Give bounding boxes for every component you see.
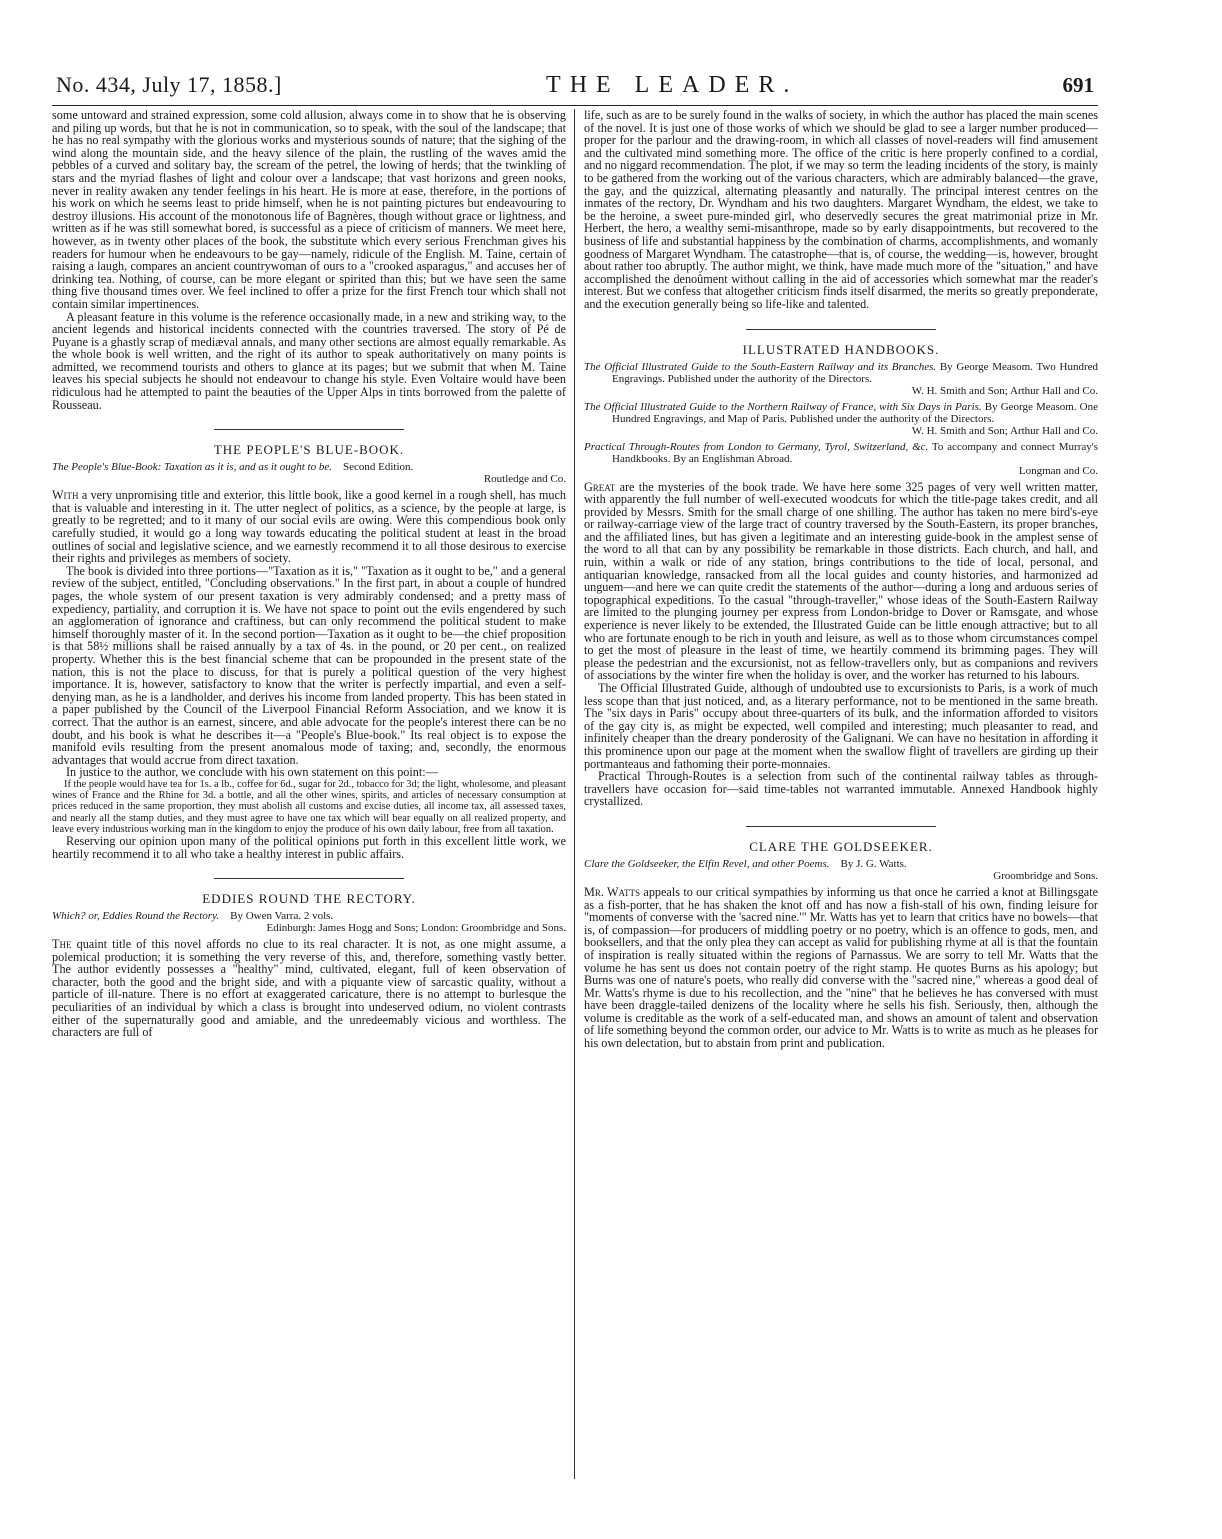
review-paragraph xyxy=(52,489,566,565)
book-author: By Owen Varra. 2 vols. xyxy=(230,910,334,923)
masthead xyxy=(52,72,1098,106)
review-paragraph: The book is divided into three portions—"Taxation as it is," "Taxation as it ought to be," and a general review of the subject, entitled, "Concluding observations." In the first part, in about a couple of hundred pages, the whole system of our present taxation is very admirably condensed; and a pretty mass of expediency, partiality, and corruption it is. We have not space to point out the evils engendered by such an agglomeration of ignorance and craftiness, but can only recommend the political student to make himself thoroughly master of it. In the second portion—Taxation as it ought to be—the chief proposition is that 58½ millions shall be raised annually by a tax of 4s. in the pound, or 20 per cent., on realized property. Whether this is the best financial scheme that can be propounded in the present state of the nation, this is not the place to discuss, for that is purely a political question of the very highest importance. It is, however, satisfactory to know that the writer is perfectly impartial, and even a self-denying man, as he is a landholder, and derives his income from landed property. This has been stated in a paper published by the Council of the Liverpool Financial Reform Association, and we know it is correct. That the author is an earnest, sincere, and able advocate for the people's interest there can be no doubt, and his book is what he describes it—a "People's Blue-book." Its real object is to expose the manifold evils resulting from the present anomalous mode of taxing; and, secondly, the enormous advantages that would accrue from direct taxation. xyxy=(52,563,566,767)
book-details: By George Measom. One Hundred Engravings, and Map of Paris. Published under the authority of the Directors. xyxy=(612,400,1099,425)
newspaper-page xyxy=(52,72,1098,1050)
book-details: To accompany and connect Murray's Handkbooks. By an Englishman Abroad. xyxy=(612,440,1098,465)
book-entry xyxy=(52,461,566,473)
book-entry xyxy=(584,361,1098,385)
section-rule xyxy=(214,878,404,879)
book-title: The Official Illustrated Guide to the South-Eastern Railway and its Branches. xyxy=(584,360,937,373)
page-number: 691 xyxy=(1062,73,1094,97)
newspaper-title: THE LEADER. xyxy=(546,72,799,98)
book-edition: Second Edition. xyxy=(342,461,414,474)
left-column xyxy=(52,109,566,1050)
column-divider xyxy=(574,109,575,1479)
review-paragraph xyxy=(52,938,566,1039)
section-rule xyxy=(214,429,404,430)
section-heading-eddies: EDDIES ROUND THE RECTORY. xyxy=(202,891,416,907)
section-rule xyxy=(746,826,936,827)
book-title: Practical Through-Routes from London to Germany, Tyrol, Switzerland, &c. xyxy=(584,440,929,453)
review-paragraph xyxy=(584,481,1098,683)
book-publisher: Routledge and Co. xyxy=(483,473,566,486)
lead-word: With xyxy=(52,488,79,503)
book-publisher: Edinburgh: James Hogg and Sons; London: Groombridge and Sons. xyxy=(266,922,566,935)
columns xyxy=(52,109,1098,1050)
review-paragraph: In justice to the author, we conclude with his own statement on this point:— xyxy=(66,765,438,780)
review-paragraph: Reserving our opinion upon many of the political opinions put forth in this excellent little work, we heartily recommend it to all who take a healthy interest in public affairs. xyxy=(52,833,566,861)
book-title: Clare the Goldseeker, the Elfin Revel, and other Poems. xyxy=(584,857,830,870)
book-author: By J. G. Watts. xyxy=(840,857,907,870)
book-title: The Official Illustrated Guide to the Northern Railway of France, with Six Days in Paris. xyxy=(584,400,982,413)
lead-word: The xyxy=(52,937,72,952)
taine-review-continued: some untoward and strained expression, some cold allusion, always come in to show that he is observing and piling up words, but that he is not in communication, so to speak, with the soul of the landscape; that he has no real sympathy with the glorious works and mysterious sounds of nature; that the sighing of the wind along the mountain side, and the heavy silence of the plain, the rustling of the waves amid the pebbles of a curved and solitary bay, the scream of the petrel, the lowing of herds; that the twinkling of stars and the myriad flashes of light and colour over a landscape; that vast horizons and green nooks, never in reality awaken any tender feelings in his heart. He is more at ease, therefore, in the portions of his work on which he seems least to pride himself, when he is not painting pictures but endeavouring to destroy illusions. His account of the monotonous life of Bagnères, though without grace or lightness, and written as if he was still somewhat bored, is successful as a piece of criticism of manners. We meet here, however, as in twenty other places of the book, the substitute which every serious Frenchman gives his readers for humour when he endeavours to be gay—namely, ridicule of the English. M. Taine, certain of raising a laugh, compares an ancient countrywoman of ours to a "crooked asparagus," and accuses her of drinking tea. Nothing, of course, can be more elegant or spirited than this; but we have seen the same thing five thousand times over. We feel inclined to offer a prize for the first French tour which shall not contain similar impertinences. xyxy=(52,108,566,311)
issue-date: No. 434, July 17, 1858.] xyxy=(56,72,282,97)
book-publisher: W. H. Smith and Son; Arthur Hall and Co. xyxy=(911,424,1098,437)
review-paragraph: The Official Illustrated Guide, although of undoubted use to excursionists to Paris, is a work of much less scope than that just noticed, and, as a literary performance, not to be mentioned in the same breath. The "six days in Paris" occupy about three-quarters of its bulk, and the information afforded to visitors of the gay city is, as might be expected, well compiled and interesting; much pleasanter to read, and infinitely cheaper than the dreary ponderosity of the Galignani. We can have no hesitation in affording it this prominence upon our page at the moment when the swallow flight of travellers are girding up their portmanteaus and fathoming their porte-monnaies. xyxy=(584,681,1098,771)
review-paragraph xyxy=(584,886,1098,1050)
section-heading-goldseeker: CLARE THE GOLDSEEKER. xyxy=(749,838,933,854)
section-heading-handbooks: ILLUSTRATED HANDBOOKS. xyxy=(742,341,940,357)
book-publisher: Longman and Co. xyxy=(1018,464,1098,477)
lead-word: Great xyxy=(584,479,616,494)
book-title: Which? or, Eddies Round the Rectory. xyxy=(52,910,220,923)
book-entry xyxy=(584,441,1098,465)
paragraph-text: quaint title of this novel affords no clue to its real character. It is not, as one might assume, a polemical production; it is something the very reverse of this, and, therefore, something vastly better. The author evidently possesses a "healthy" mind, cultivated, elegant, full of keen observation of character, both the good and the bright side, and with a piquante view of sarcastic quality, without a particle of ill-nature. There is no effort at exaggerated caricature, there is no attempt to burlesque the peculiarities of an individual by which a class is brought into undeserved odium, no violent contrasts either of the supernaturally good and amiable, and the unredeemably vicious and worthless. The characters are full of xyxy=(52,937,567,1040)
book-entry xyxy=(584,858,1098,870)
book-details: By George Measom. Two Hundred Engravings. Published under the authority of the Directors. xyxy=(612,360,1099,385)
section-heading-blue-book: THE PEOPLE'S BLUE-BOOK. xyxy=(213,442,405,458)
book-entry xyxy=(52,910,566,922)
review-paragraph: Practical Through-Routes is a selection from such of the continental railway tables as through-travellers have occasion for—said time-tables not warranted immutable. Annexed Handbook highly crystallized. xyxy=(584,769,1098,809)
lead-word: Mr. Watts xyxy=(584,884,641,899)
book-publisher: W. H. Smith and Son; Arthur Hall and Co. xyxy=(911,384,1098,397)
paragraph-text: appeals to our critical sympathies by informing us that once he carried a knot at Billingsgate as a fish-porter, that he has shaken the knot off and has now a fish-stall of his own, finding leisure for "moments of converse with the 'sacred nine.'" Mr. Watts has yet to learn that critics have no bowels—that is, of compassion—for producers of middling poetry or no poetry, which is an offence to gods, men, and booksellers, and that the only plea they can accept as valid for publishing rhyme at all is that the fountain of inspiration is really situated within the regions of Parnassus. We are sorry to tell Mr. Watts that the volume he has sent us does not contain poetry of the right stamp. He quotes Burns as his apology; but Burns was one of nature's poets, who really did converse with the "sacred nine," whereas a good deal of Mr. Watts's rhyme is due to his recollection, and the "nine" that he believes he has conversed with must have been draggle-tailed denizens of the locality where he sells his fish. Seriously, then, although the volume is creditable as the work of a self-educated man, and shows an amount of talent and observation of life something beyond the common order, our advice to Mr. Watts is to write as much as he pleases for his own delectation, but to abstain from print and publication. xyxy=(584,884,1099,1051)
book-title: The People's Blue-Book: Taxation as it is, and as it ought to be. xyxy=(52,461,332,474)
right-column xyxy=(584,109,1098,1050)
book-entry xyxy=(584,401,1098,425)
eddies-review-continued: life, such as are to be surely found in the walks of society, in which the author has placed the main scenes of the novel. It is just one of those works of which we should be glad to see a larger number produced—proper for the parlour and the drawing-room, in which all classes of novel-readers will find amusement and the cultivated mind something more. The office of the critic is here properly confined to a cordial, and no niggard recommendation. The plot, if we may so term the leading incidents of the story, is mainly to be gathered from the working out of the various characters, which are admirably balanced—the grave, the gay, and the quizzical, alternating pleasantly and naturally. The principal interest centres on the inmates of the rectory, Dr. Wyndham and his two daughters. Margaret Wyndham, the eldest, we take to be the heroine, a sweet pure-minded girl, who deservedly secures the great matrimonial prize in Mr. Herbert, the hero, a wealthy semi-misanthrope, made so by early disappointments, but recovered to the business of life and substantial happiness by the combination of charms, accomplishments, and womanly goodness of Margaret Wyndham. The catastrophe—that is, of course, the wedding—is, however, brought about rather too abruptly. The author might, we think, have made much more of the "situation," and have accomplished the denoûment without calling in the aid of accessories which somewhat mar the reader's interest. But we confess that altogether criticism finds itself disarmed, the merits so greatly preponderate, and the execution generally being so life-like and talented. xyxy=(584,108,1098,311)
block-quote: If the people would have tea for 1s. a lb., coffee for 6d., sugar for 2d., tobacco for 3d; the light, wholesome, and pleasant wines of France and the Rhine for 3d. a bottle, and all the other wines, spirits, and articles of necessary consumption at prices reduced in the same proportion, they must abolish all customs and excise duties, all income tax, all assessed taxes, and nearly all the stamp duties, and they must agree to have one tax which will bear equally on all realized property, and leave every industrious working man in the kingdom to enjoy the produce of his own daily labour, free from all taxation. xyxy=(52,778,566,835)
book-publisher: Groombridge and Sons. xyxy=(993,869,1098,882)
section-rule xyxy=(746,329,936,330)
paragraph-text: a very unpromising title and exterior, this little book, like a good kernel in a rough shell, has much that is valuable and interesting in it. The utter neglect of politics, as a science, by the people at large, is greatly to be regretted; and to it many of our social evils are owing. Were this compendious book only carefully studied, it would go a long way towards educating the political student at least in the broad outlines of social and legislative science, and we earnestly recommend it to all those desirous to exercise their rights and privileges as members of society. xyxy=(52,488,566,566)
taine-review-paragraph: A pleasant feature in this volume is the reference occasionally made, in a new and striking way, to the ancient legends and historical incidents connected with the countries traversed. The story of Pé de Puyane is a ghastly scrap of mediæval annals, and many other sections are almost equally remarkable. As the whole book is well written, and the right of its author to speak authoritatively on many points is admitted, we recommend tourists and others to glance at its pages; but we submit that when M. Taine leaves his special subjects he should not endeavour to change his style. Even Voltaire would have been ridiculous had he attempted to paint the beauties of the Upper Alps in tints borrowed from the palette of Rousseau. xyxy=(52,309,566,412)
paragraph-text: are the mysteries of the book trade. We have here some 325 pages of very well written matter, with apparently the full number of well-executed woodcuts for which the title-page takes credit, and all provided by Messrs. Smith for the small charge of one shilling. The author has taken no mere bird's-eye or railway-carriage view of the large tract of country traversed by the South-Eastern, its proper branches, and the affiliated lines, but has given a legitimate and an interesting guide-book in the amplest sense of the word to all that can by any possibility be remarkable in those districts. Each church, and hall, and ruin, within a walk or ride of any station, brings contributions to the tide of local, personal, and antiquarian knowledge, ransacked from all the local guides and county histories, and harmonized ad unguem—and here we can quite credit the statements of the author—during a long and arduous series of topographical expeditions. To the casual "through-traveller," whose ideas of the South-Eastern Railway are limited to the plunging journey per express from London-bridge to Dover or Ramsgate, and whose experience is never likely to be extended, the Illustrated Guide can be little enough attractive; but to all who are fortunate enough to be rich in youth and leisure, as well as to those whom circumstances compel to get the most of pleasure in the least of time, we heartily commend its brimming pages. They will please the pedestrian and the excursionist, not as fellow-travellers only, but as companions and revivers of associations by the winter fire when the holiday is over, and the worker has returned to his labours. xyxy=(584,479,1099,683)
